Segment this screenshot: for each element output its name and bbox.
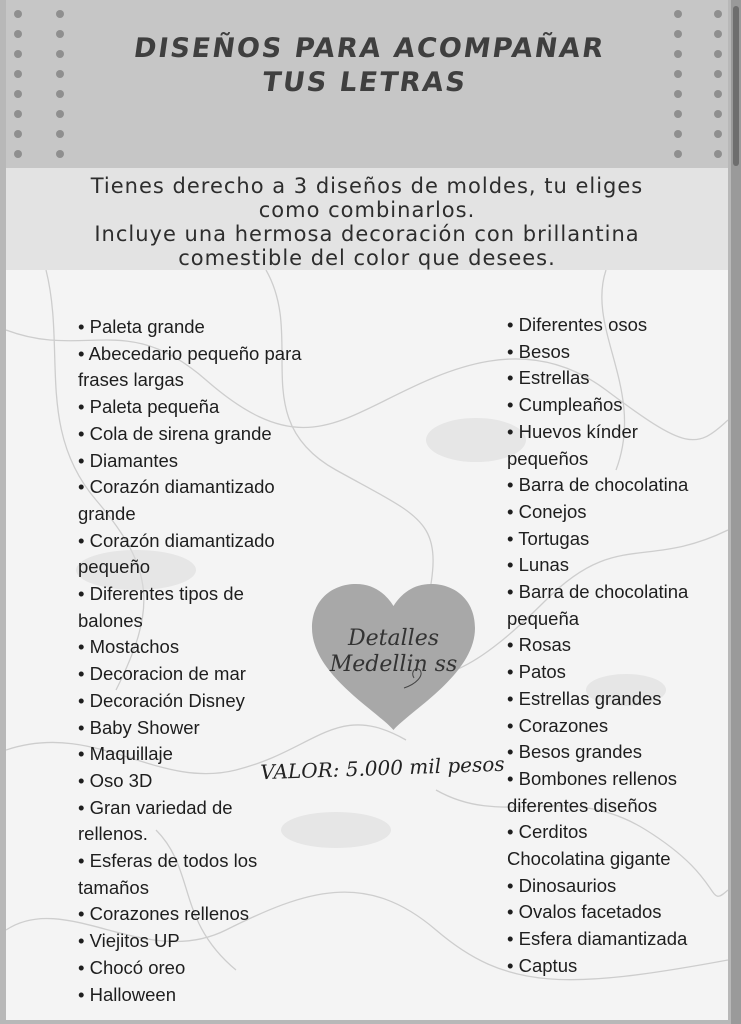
- list-item: • Rosas: [507, 634, 572, 656]
- dot: [714, 10, 722, 18]
- price-label: VALOR: 5.000 mil pesos: [259, 751, 505, 785]
- logo-line: Detalles: [348, 626, 439, 651]
- list-item: Chocolatina gigante: [507, 848, 671, 870]
- dot: [56, 110, 64, 118]
- list-item: • Maquillaje: [78, 743, 173, 765]
- title-line: TUS LETRAS: [260, 67, 470, 98]
- list-item: • Halloween: [78, 983, 177, 1005]
- intro-line: comestible del color que desees.: [178, 246, 556, 270]
- list-item: • Dinosaurios: [507, 874, 617, 896]
- list-item: • Bombones rellenos diferentes diseños: [507, 767, 677, 816]
- list-item: • Estrellas grandes: [507, 687, 662, 709]
- list-item: • Corazones rellenos: [78, 903, 250, 925]
- list-item: • Tortugas: [507, 527, 590, 549]
- list-item: • Captus: [507, 954, 578, 976]
- list-item: • Paleta pequeña: [78, 396, 220, 418]
- scrollbar[interactable]: [731, 0, 741, 1024]
- page-title: [6, 32, 728, 100]
- dot: [714, 130, 722, 138]
- dot: [14, 110, 22, 118]
- list-item: • Cerditos: [507, 821, 588, 843]
- list-item: • Paleta grande: [78, 316, 205, 337]
- list-item: • Chocó oreo: [78, 956, 186, 978]
- right-design-list: [507, 312, 712, 980]
- left-design-list: [78, 314, 303, 1008]
- dot: [674, 150, 682, 158]
- dot: [56, 150, 64, 158]
- list-item: • Cumpleaños: [507, 394, 623, 416]
- dot: [56, 130, 64, 138]
- list-item: • Besos grandes: [507, 741, 643, 763]
- logo-heart: [306, 582, 481, 732]
- list-item: • Gran variedad de rellenos.: [78, 796, 233, 845]
- list-item: • Oso 3D: [78, 769, 153, 791]
- intro-line: como combinarlos.: [258, 198, 476, 222]
- logo-line: Medellin ss: [329, 652, 458, 677]
- list-item: • Diamantes: [78, 449, 179, 471]
- list-item: • Barra de chocolatina pequeña: [507, 581, 689, 629]
- dot: [674, 130, 682, 138]
- logo-text: [306, 626, 481, 678]
- dot: [14, 10, 22, 18]
- list-item: • Conejos: [507, 500, 587, 522]
- intro-line: Incluye una hermosa decoración con brillantina: [94, 222, 640, 246]
- list-item: • Viejitos UP: [78, 930, 180, 952]
- list-item: • Corazón diamantizado grande: [78, 476, 275, 524]
- dot: [14, 150, 22, 158]
- list-item: • Corazones: [507, 714, 609, 736]
- list-item: • Cola de sirena grande: [78, 422, 272, 444]
- list-item: • Decoración Disney: [78, 689, 245, 711]
- list-item: • Lunas: [507, 554, 570, 576]
- scrollbar-thumb[interactable]: [733, 6, 739, 166]
- list-item: • Baby Shower: [78, 716, 200, 738]
- list-item: • Diferentes tipos de balones: [78, 583, 244, 631]
- list-item: • Estrellas: [507, 367, 590, 389]
- dot: [714, 150, 722, 158]
- list-item: • Patos: [507, 661, 566, 683]
- list-item: • Corazón diamantizado pequeño: [78, 529, 275, 578]
- dot: [674, 10, 682, 18]
- list-item: • Barra de chocolatina: [507, 474, 689, 496]
- dot: [674, 110, 682, 118]
- dot: [56, 10, 64, 18]
- list-item: • Huevos kínder pequeños: [507, 420, 638, 469]
- list-item: • Ovalos facetados: [507, 901, 662, 923]
- list-item: • Decoracion de mar: [78, 663, 246, 685]
- dot: [14, 130, 22, 138]
- title-line: DISEÑOS PARA ACOMPAÑAR: [131, 33, 608, 64]
- menu-flyer: [6, 0, 728, 1020]
- intro-line: Tienes derecho a 3 diseños de moldes, tu eliges: [90, 174, 644, 198]
- list-item: • Esferas de todos los tamaños: [78, 850, 258, 898]
- list-item: • Abecedario pequeño para frases largas: [78, 342, 302, 391]
- list-item: • Diferentes osos: [507, 314, 648, 335]
- list-item: • Esfera diamantizada: [507, 928, 688, 950]
- list-item: • Besos: [507, 340, 571, 362]
- dot: [714, 110, 722, 118]
- intro-text: [6, 168, 728, 270]
- header-band: [6, 0, 728, 168]
- list-item: • Mostachos: [78, 636, 180, 658]
